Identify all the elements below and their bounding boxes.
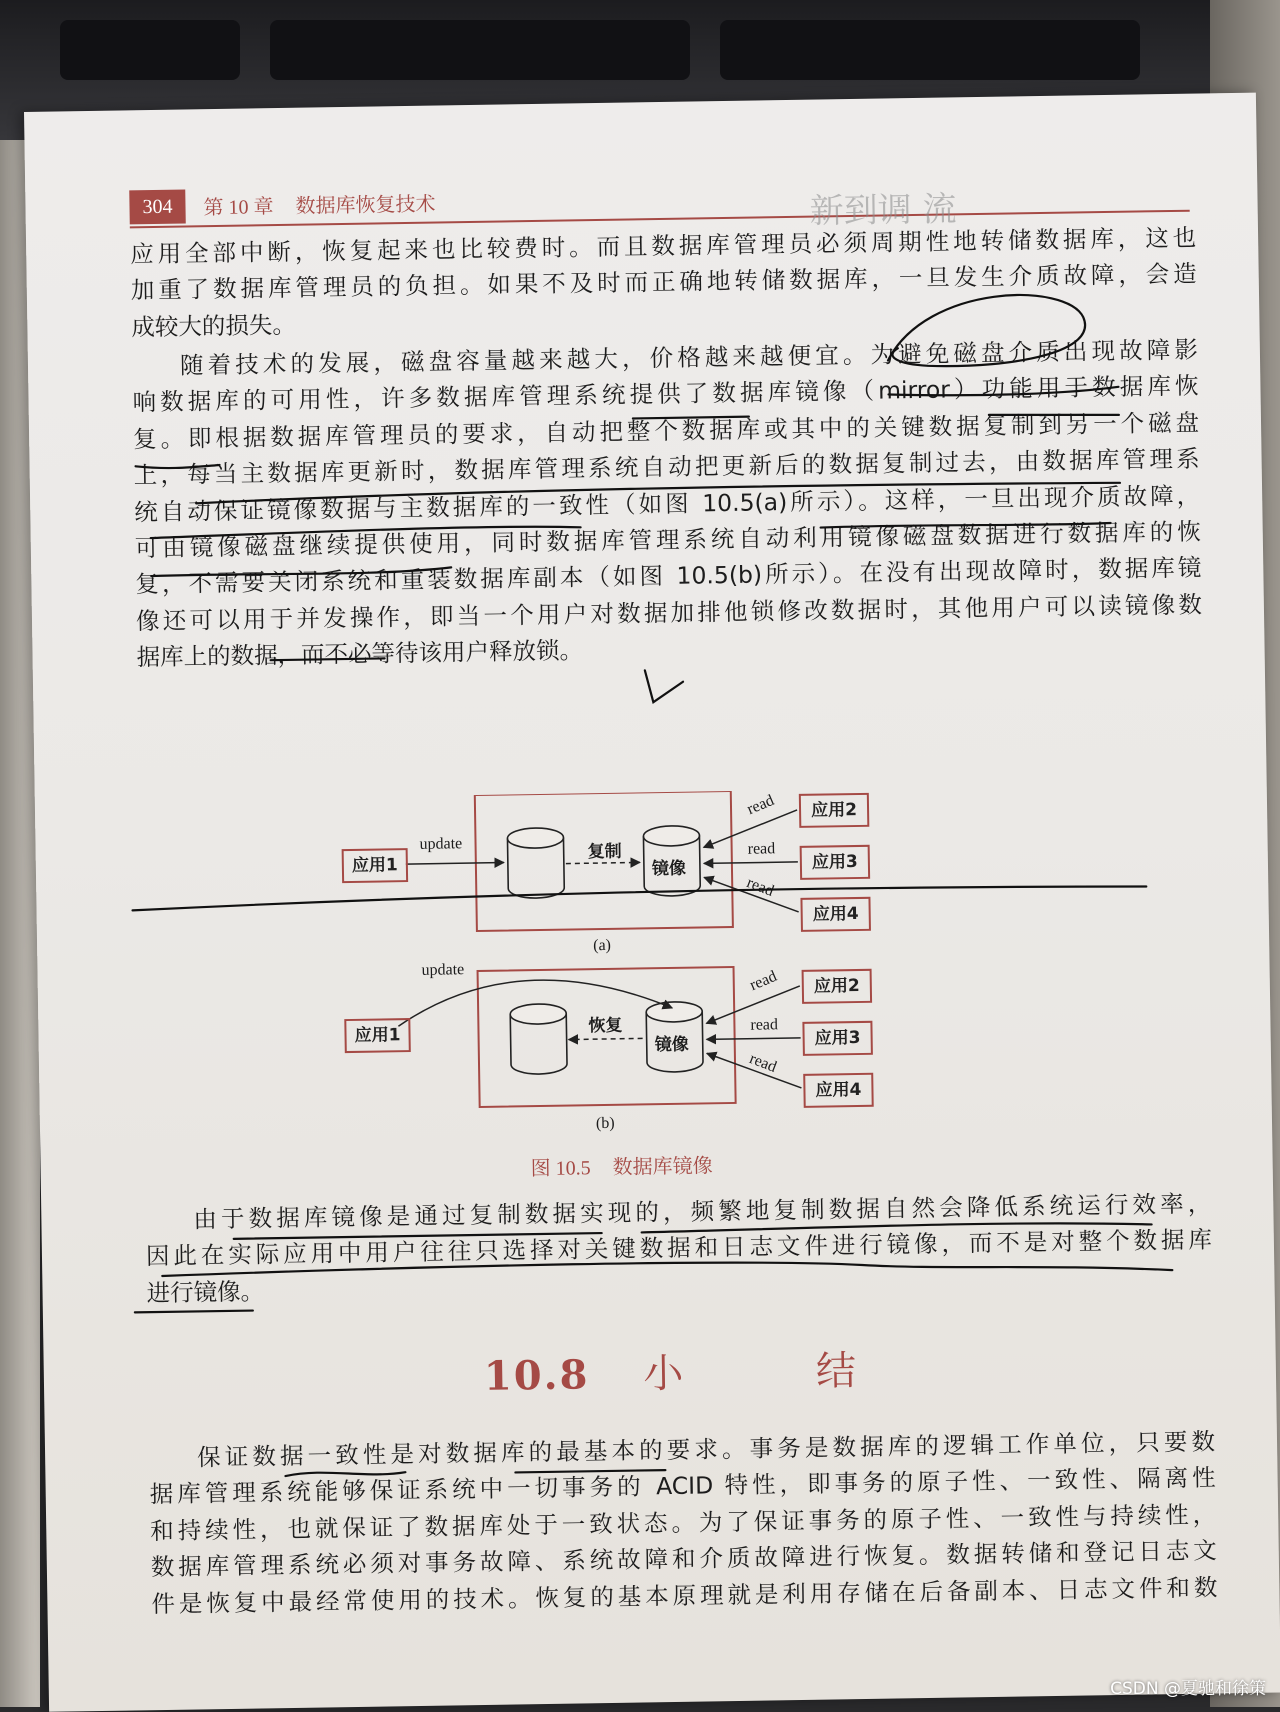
database-cylinder-a	[507, 828, 564, 899]
text-line: 应用全部中断，恢复起来也比较费时。而且数据库管理员必须周期性地转储数据库，这也	[130, 223, 1197, 269]
paragraph-3	[145, 1185, 1213, 1311]
app2-box-a: 应用2	[799, 793, 870, 828]
app4-box-a: 应用4	[800, 897, 871, 932]
system-box-b	[478, 967, 736, 1107]
text-line: 成较大的损失。	[131, 310, 297, 342]
section-heading	[483, 1338, 916, 1402]
text-line: 件是恢复中最经常使用的技术。恢复的基本原理就是利用存储在后备副本、日志文件和数	[151, 1573, 1218, 1618]
read-label-a-3: read	[747, 840, 776, 858]
watermark: CSDN @夏驰和徐策	[1110, 1679, 1266, 1699]
page-number: 304	[129, 189, 186, 224]
restore-arrow-b	[569, 1038, 643, 1039]
text-line: 据库管理系统能够保证系统中一切事务的 ACID 特性，即事务的原子性、一致性、隔离性	[149, 1463, 1216, 1509]
read-label-a-2: read	[744, 791, 777, 819]
text-line: 保证数据一致性是对数据库的最基本的要求。事务是数据库的逻辑工作单位，只要数	[196, 1427, 1216, 1472]
text-line: 像还可以用于并发操作，即当一个用户对数据加排他锁修改数据时，其他用户可以读镜像数	[135, 590, 1203, 636]
text-line: 随着技术的发展，磁盘容量越来越大，价格越来越便宜。为避免磁盘介质出现故障影	[179, 335, 1199, 380]
text-line: 加重了数据库管理员的负担。如果不及时而正确地转储数据库，一旦发生介质故障，会造	[130, 259, 1197, 305]
read-label-b-2: read	[747, 967, 780, 995]
text-line: 上，每当主数据库更新时，数据库管理系统自动把更新后的数据复制过去，由数据库管理系	[133, 444, 1200, 490]
app3-box-a: 应用3	[800, 845, 871, 880]
update-label-b: update	[421, 961, 465, 979]
database-cylinder-b	[510, 1004, 567, 1075]
mirror-label-a: 镜像	[651, 858, 687, 880]
text-line: 统自动保证镜像数据与主数据库的一致性（如图 10.5(a)所示）。这样，一旦出现介质故障，	[134, 481, 1201, 526]
chapter-heading	[203, 188, 435, 221]
text-line: 复。即根据数据库管理员的要求，自动把整个数据库或其中的关键数据复制到另一个磁盘	[132, 408, 1200, 454]
restore-label-b: 恢复	[588, 1015, 623, 1037]
laptop-key	[60, 20, 240, 80]
update-label-a: update	[419, 835, 463, 853]
text-line: 响数据库的可用性，许多数据库管理系统提供了数据库镜像（mirror）功能用于数据库恢	[132, 371, 1199, 417]
text-line: 数据库管理系统必须对事务故障、系统故障和介质故障进行恢复。数据转储和登记日志文	[150, 1536, 1217, 1582]
copy-arrow-a	[566, 862, 640, 863]
read-arrow-b-3	[707, 1038, 801, 1039]
text-line: 可由镜像磁盘继续提供使用，同时数据库管理系统自动利用镜像磁盘数据进行数据库的恢	[134, 517, 1201, 563]
read-label-b-4: read	[747, 1050, 779, 1076]
laptop-key	[720, 20, 1140, 80]
caption-title: 数据库镜像	[612, 1153, 713, 1179]
app2-box-b: 应用2	[802, 969, 873, 1004]
app4-box-b: 应用4	[803, 1073, 874, 1108]
figure-caption	[530, 1149, 712, 1181]
app1-box-b: 应用1	[344, 1018, 411, 1053]
chapter-title: 数据库恢复技术	[295, 193, 436, 218]
text-line: 据库上的数据，而不必等待该用户释放锁。	[136, 636, 584, 672]
read-arrow-a-3	[704, 862, 798, 863]
figure-10-5	[335, 786, 1061, 1197]
mirror-label-b: 镜像	[654, 1034, 689, 1056]
page-header	[129, 170, 1190, 232]
text-line: 复，不需要关闭系统和重装数据库副本（如图 10.5(b)所示）。在没有出现故障时，数据库镜	[135, 553, 1202, 599]
read-label-b-3: read	[750, 1016, 779, 1034]
copy-label-a: 复制	[587, 841, 622, 863]
paragraph-4	[149, 1423, 1218, 1622]
text-line: 进行镜像。	[146, 1277, 265, 1307]
text-line: 因此在实际应用中用户往往只选择对关键数据和日志文件进行镜像，而不是对整个数据库	[145, 1225, 1213, 1271]
laptop-key	[270, 20, 690, 80]
figure-label-b: (b)	[595, 1114, 615, 1133]
paragraph-1	[130, 220, 1198, 346]
caption-number: 图 10.5	[530, 1157, 591, 1181]
pen-check	[645, 670, 683, 703]
update-arrow-a	[406, 863, 504, 865]
text-line: 和持续性，也就保证了数据库处于一致状态。为了保证事务的原子性、一致性与持续性，	[150, 1500, 1217, 1545]
read-label-a-4: read	[744, 874, 777, 900]
text-line: 由于数据库镜像是通过复制数据实现的，频繁地复制数据自然会降低系统运行效率，	[193, 1189, 1212, 1234]
app3-box-b: 应用3	[802, 1021, 873, 1056]
app1-box-a: 应用1	[342, 848, 409, 883]
section-number: 10.8	[483, 1351, 590, 1400]
paragraph-2	[132, 332, 1203, 676]
figure-label-a: (a)	[593, 936, 612, 955]
handwritten-note: 新到调 流	[809, 189, 957, 232]
section-title: 小 结	[642, 1347, 917, 1398]
book-page	[24, 93, 1280, 1712]
chapter-number: 第 10 章	[203, 196, 274, 220]
